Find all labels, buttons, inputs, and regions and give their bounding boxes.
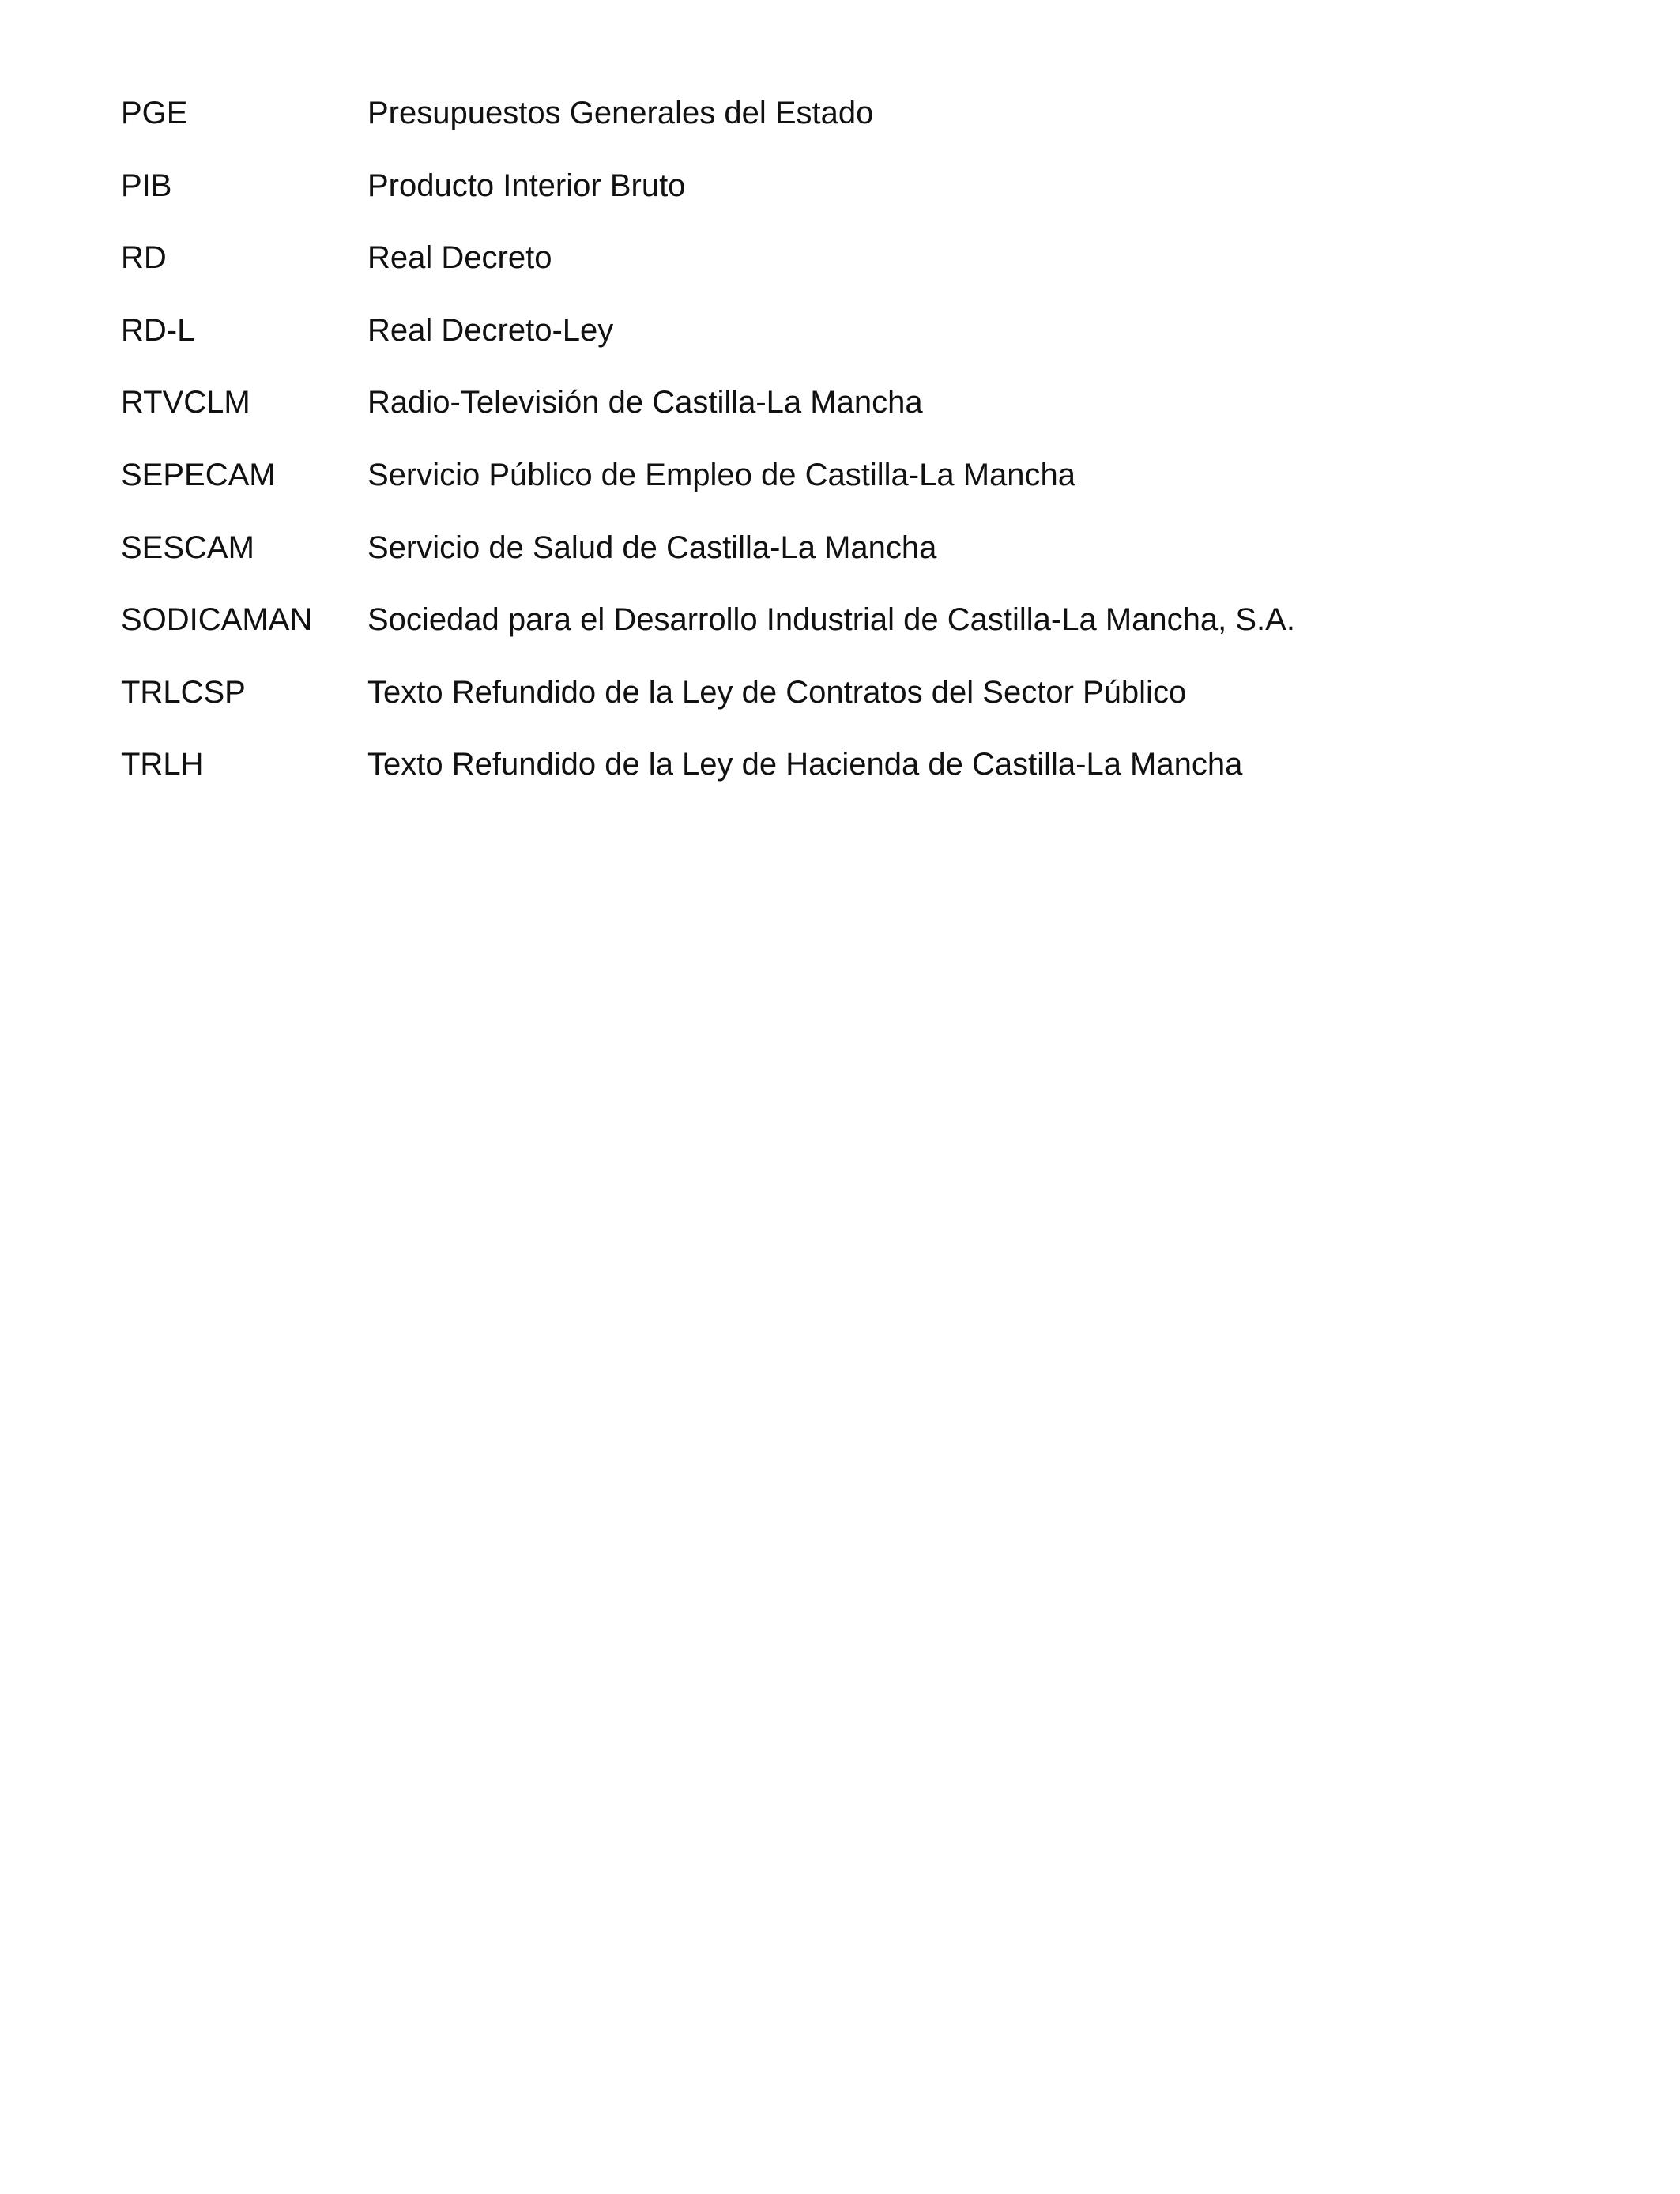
abbreviation-term: SEPECAM (121, 457, 276, 492)
abbreviation-row (121, 595, 1583, 668)
abbreviation-row (121, 378, 1583, 450)
abbreviation-row (121, 233, 1583, 306)
abbreviations-list (121, 89, 1583, 812)
abbreviation-definition: Real Decreto-Ley (367, 312, 614, 348)
abbreviation-definition: Radio-Televisión de Castilla-La Mancha (367, 385, 923, 420)
abbreviation-definition: Producto Interior Bruto (367, 168, 686, 203)
abbreviation-term: RD (121, 240, 167, 276)
abbreviation-definition: Texto Refundido de la Ley de Hacienda de Castilla-La Mancha (367, 747, 1243, 782)
abbreviation-row (121, 740, 1583, 812)
abbreviation-definition: Texto Refundido de la Ley de Contratos del Sector Público (367, 674, 1187, 710)
abbreviation-definition: Servicio Público de Empleo de Castilla-La Mancha (367, 457, 1076, 492)
abbreviation-row (121, 668, 1583, 741)
abbreviation-term: PIB (121, 168, 172, 203)
abbreviation-row (121, 306, 1583, 379)
abbreviation-term: TRLCSP (121, 674, 246, 710)
abbreviation-row (121, 89, 1583, 161)
abbreviation-term: SESCAM (121, 530, 254, 565)
abbreviation-row (121, 523, 1583, 596)
abbreviation-term: RD-L (121, 312, 195, 348)
abbreviation-definition: Servicio de Salud de Castilla-La Mancha (367, 530, 937, 565)
abbreviation-definition: Presupuestos Generales del Estado (367, 96, 874, 130)
abbreviation-row (121, 450, 1583, 523)
abbreviation-definition: Real Decreto (367, 240, 552, 276)
abbreviation-term: PGE (121, 96, 188, 130)
abbreviation-definition: Sociedad para el Desarrollo Industrial de Castilla-La Mancha, S.A. (367, 602, 1295, 638)
abbreviation-row (121, 161, 1583, 234)
abbreviation-term: RTVCLM (121, 385, 250, 420)
abbreviation-term: TRLH (121, 747, 204, 782)
abbreviation-term: SODICAMAN (121, 602, 313, 638)
